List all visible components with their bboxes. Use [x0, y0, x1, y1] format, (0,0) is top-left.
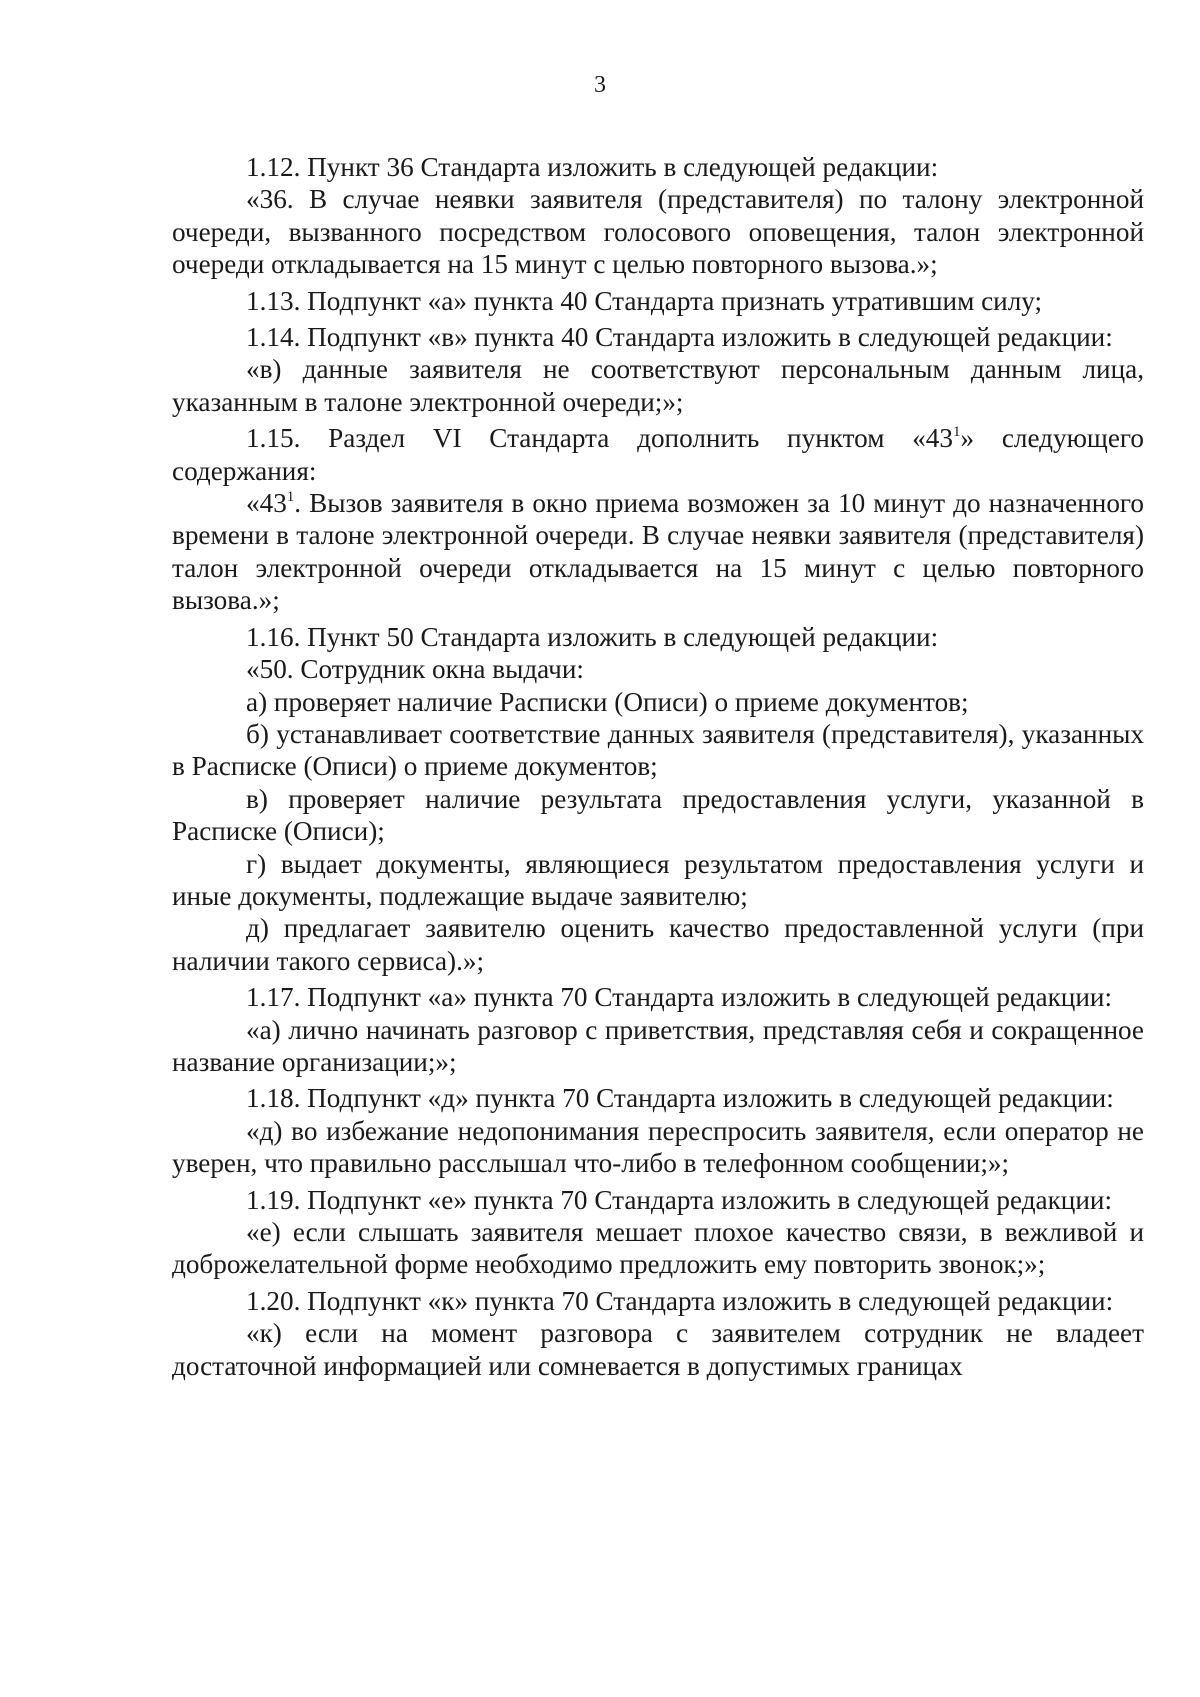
quote-43-1-text-after: . Вызов заявителя в окно приема возможен за 10 минут до назначенного времени в талоне электронной очереди. В случае неявки заявителя (представителя) талон электронной очереди откладывается на 15 минут с целью повторного вызова.»;	[172, 488, 1144, 616]
quote-subitem-g: г) выдает документы, являющиеся результатом предоставления услуги и иные документы, подлежащие выдаче заявителю;	[172, 848, 1144, 911]
quote-paragraph-43-1	[172, 487, 1144, 617]
superscript: 1	[952, 424, 961, 441]
quote-paragraph-36: «36. В случае неявки заявителя (представителя) по талону электронной очереди, вызванного посредством голосового оповещения, талон электронной очереди откладывается на 15 минут с целью повторного вызова.»;	[172, 184, 1144, 280]
paragraph-1-15-text-before: 1.15. Раздел VI Стандарта дополнить пунктом «43	[246, 423, 953, 454]
quote-subitem-e: «е) если слышать заявителя мешает плохое качество связи, в вежливой и доброжелательной форме необходимо предложить ему повторить звонок;»;	[172, 1217, 1144, 1280]
quote-subitem-d: «д) во избежание недопонимания переспросить заявителя, если оператор не уверен, что правильно расслышал что-либо в телефонном сообщении;»;	[172, 1115, 1144, 1179]
quote-subitem-a: а) проверяет наличие Расписки (Описи) о приеме документов;	[246, 686, 969, 717]
paragraph-1-15	[172, 422, 1144, 487]
quote-subitem-b: б) устанавливает соответствие данных заявителя (представителя), указанных в Расписке (Описи) о приеме документов;	[172, 718, 1144, 782]
paragraph-1-15-text-after: » следующего содержания:	[172, 423, 1144, 486]
quote-subitem-v: в) проверяет наличие результата предоставления услуги, указанной в Расписке (Описи);	[172, 783, 1144, 847]
paragraph-1-14: 1.14. Подпункт «в» пункта 40 Стандарта изложить в следующей редакции:	[246, 322, 1113, 353]
document-body	[172, 151, 1144, 1382]
superscript: 1	[286, 489, 295, 506]
paragraph-1-20: 1.20. Подпункт «к» пункта 70 Стандарта изложить в следующей редакции:	[246, 1285, 1114, 1316]
quote-paragraph-50: «50. Сотрудник окна выдачи:	[246, 654, 584, 685]
paragraph-1-19: 1.19. Подпункт «е» пункта 70 Стандарта изложить в следующей редакции:	[246, 1184, 1113, 1215]
paragraph-1-18: 1.18. Подпункт «д» пункта 70 Стандарта изложить в следующей редакции:	[246, 1083, 1114, 1114]
quote-subitem-k: «к) если на момент разговора с заявителем сотрудник не владеет достаточной информацией или сомневается в допустимых границах	[172, 1318, 1144, 1381]
paragraph-1-13: 1.13. Подпункт «а» пункта 40 Стандарта признать утратившим силу;	[246, 285, 1043, 316]
paragraph-1-12: 1.12. Пункт 36 Стандарта изложить в следующей редакции:	[246, 152, 939, 182]
paragraph-1-16: 1.16. Пункт 50 Стандарта изложить в следующей редакции:	[246, 621, 939, 652]
quote-subitem-v: «в) данные заявителя не соответствуют персональным данным лица, указанным в талоне электронной очереди;»;	[172, 354, 1144, 417]
quote-subitem-a: «а) лично начинать разговор с приветствия, представляя себя и сокращенное название организации;»;	[172, 1014, 1144, 1077]
paragraph-1-17: 1.17. Подпункт «а» пункта 70 Стандарта изложить в следующей редакции:	[246, 982, 1113, 1013]
quote-43-1-text-before: «43	[246, 488, 287, 519]
quote-subitem-d: д) предлагает заявителю оценить качество предоставленной услуги (при наличии такого сервиса).»;	[172, 913, 1144, 976]
page-number: 3	[594, 72, 606, 98]
